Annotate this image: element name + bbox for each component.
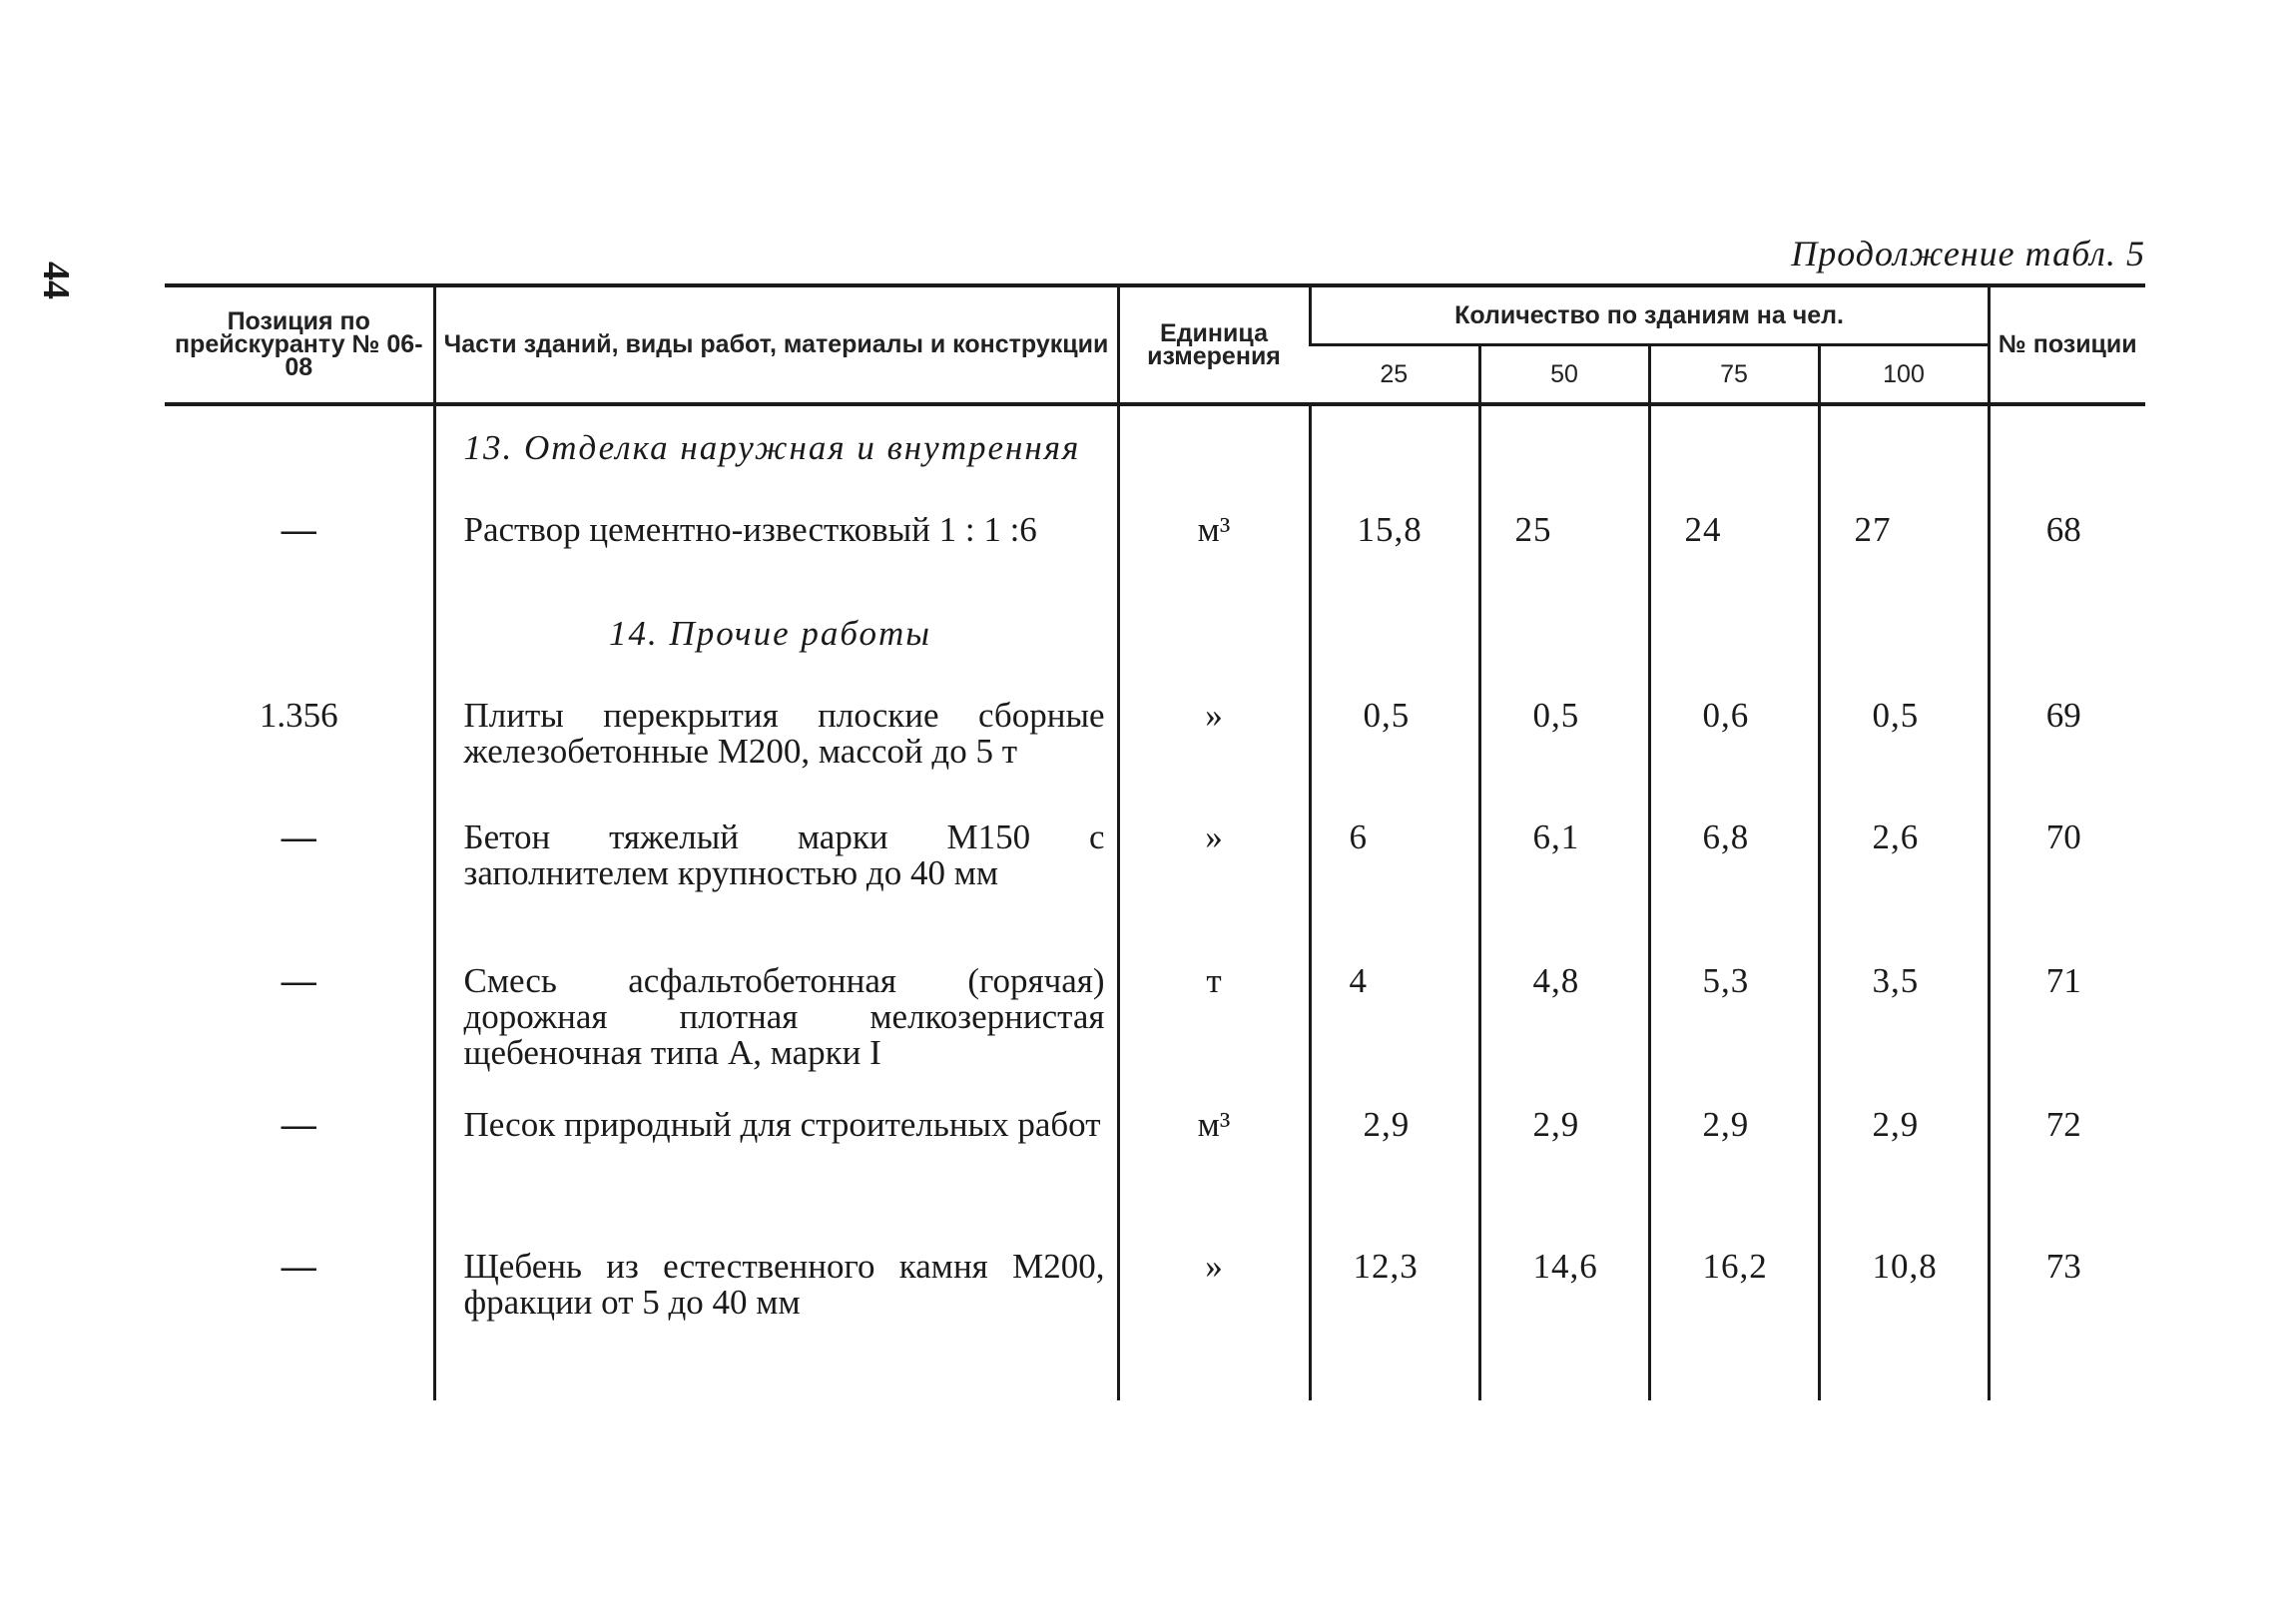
row-q100: 10,8 — [1819, 1249, 1989, 1400]
header-q50: 50 — [1479, 345, 1649, 405]
table-row — [165, 819, 2145, 963]
row-position: — — [281, 510, 316, 549]
row-q100: 2,9 — [1819, 1107, 1989, 1249]
section-title: 13. Отделка наружная и внутренняя — [434, 404, 1118, 498]
row-q50: 2,9 — [1479, 1107, 1649, 1249]
row-q75: 16,2 — [1649, 1249, 1819, 1400]
row-q25: 6 — [1310, 819, 1479, 963]
row-description: Плиты перекрытия плоские сборные железобетонные М200, массой до 5 т — [434, 674, 1118, 819]
page-number: 44 — [35, 262, 77, 299]
row-unit: » — [1118, 819, 1310, 963]
table-row — [165, 1249, 2145, 1400]
row-unit: » — [1118, 1249, 1310, 1400]
header-quantity-group: Количество по зданиям на чел. — [1310, 285, 1989, 345]
table-header-row — [165, 285, 2145, 345]
row-description: Песок природный для строительных работ — [434, 1107, 1118, 1249]
row-q100: 2,6 — [1819, 819, 1989, 963]
header-position: Позиция по прейскуранту № 06-08 — [165, 285, 434, 404]
row-unit: » — [1118, 674, 1310, 819]
section-title: 14. Прочие работы — [434, 616, 1118, 674]
header-parts: Части зданий, виды работ, материалы и конструкции — [434, 285, 1118, 404]
table-row — [165, 1107, 2145, 1249]
table-row — [165, 498, 2145, 616]
row-number: 71 — [1989, 963, 2145, 1107]
row-q100: 0,5 — [1819, 674, 1989, 819]
row-q25: 0,5 — [1310, 674, 1479, 819]
row-q100: 3,5 — [1819, 963, 1989, 1107]
row-q75: 6,8 — [1649, 819, 1819, 963]
row-q50: 14,6 — [1479, 1249, 1649, 1400]
row-description: Щебень из естественного камня М200, фракции от 5 до 40 мм — [434, 1249, 1118, 1400]
row-q50: 4,8 — [1479, 963, 1649, 1107]
row-q75: 5,3 — [1649, 963, 1819, 1107]
materials-table — [165, 283, 2145, 1400]
row-q25: 2,9 — [1310, 1107, 1479, 1249]
row-q75: 0,6 — [1649, 674, 1819, 819]
row-position: — — [281, 1247, 316, 1286]
row-number: 73 — [1989, 1249, 2145, 1400]
table-continuation-label: Продолжение табл. 5 — [1791, 234, 2145, 273]
header-q100: 100 — [1819, 345, 1989, 405]
row-unit: т — [1118, 963, 1310, 1107]
row-unit: м³ — [1118, 1107, 1310, 1249]
header-position-number: № позиции — [1989, 285, 2145, 404]
row-q50: 25 — [1479, 498, 1649, 616]
row-number: 72 — [1989, 1107, 2145, 1249]
row-description: Смесь асфальтобетонная (горячая) дорожная плотная мелкозернистая щебеночная типа А, марки I — [434, 963, 1118, 1107]
row-q75: 24 — [1649, 498, 1819, 616]
row-number: 69 — [1989, 674, 2145, 819]
row-number: 68 — [1989, 498, 2145, 616]
table-row — [165, 674, 2145, 819]
row-unit: м³ — [1118, 498, 1310, 616]
row-position: — — [281, 1105, 316, 1144]
row-q25: 12,3 — [1310, 1249, 1479, 1400]
row-q50: 0,5 — [1479, 674, 1649, 819]
header-q75: 75 — [1649, 345, 1819, 405]
row-position: — — [281, 817, 316, 856]
header-unit: Единица измерения — [1118, 285, 1310, 404]
row-description: Бетон тяжелый марки М150 с заполнителем крупностью до 40 мм — [434, 819, 1118, 963]
row-position: 1.356 — [259, 696, 338, 735]
row-q100: 27 — [1819, 498, 1989, 616]
table-row — [165, 963, 2145, 1107]
row-description: Раствор цементно-известковый 1 : 1 :6 — [434, 498, 1118, 616]
row-q75: 2,9 — [1649, 1107, 1819, 1249]
row-q50: 6,1 — [1479, 819, 1649, 963]
section-title-row — [165, 616, 2145, 674]
section-title-row — [165, 404, 2145, 498]
row-q25: 4 — [1310, 963, 1479, 1107]
header-q25: 25 — [1310, 345, 1479, 405]
row-q25: 15,8 — [1310, 498, 1479, 616]
row-position: — — [281, 961, 316, 1000]
row-number: 70 — [1989, 819, 2145, 963]
